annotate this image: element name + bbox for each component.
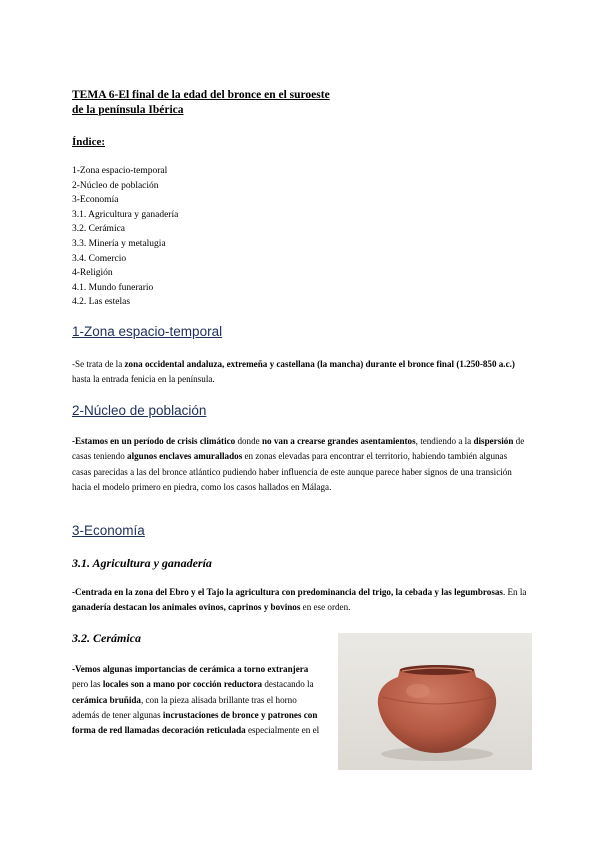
toc-item: 3.1. Agricultura y ganadería xyxy=(72,209,179,220)
text-run: pero las xyxy=(72,679,103,690)
text-run: donde xyxy=(235,436,262,446)
text-run: especialmente en el xyxy=(245,725,320,736)
toc-item: 4-Religión xyxy=(72,268,113,279)
ceramic-bowl-photo xyxy=(338,633,532,770)
toc-item: 4.1. Mundo funerario xyxy=(72,282,154,293)
bold-run: ganadería destacan los animales ovinos, caprinos y bovinos xyxy=(72,602,301,613)
bold-run: -Centrada en la zona del Ebro y el Tajo la agricultura con predominancia del trigo, la cebada y las legumbrosas xyxy=(72,587,503,597)
ceramic-bowl-illustration xyxy=(338,633,532,770)
heading-economia: 3-Economía xyxy=(72,523,145,538)
toc-item: 2-Núcleo de población xyxy=(72,180,159,191)
bold-run: cerámica bruñida xyxy=(72,694,141,705)
text-run: de casas teniendo xyxy=(72,436,525,462)
page-title xyxy=(72,88,330,118)
bold-run: no van a crearse grandes asentamientos xyxy=(261,436,416,446)
text-run: hasta la entrada fenicia en la península. xyxy=(72,374,215,385)
text-run: , tendiendo a la xyxy=(415,436,474,446)
heading-nucleo-poblacion: 2-Núcleo de población xyxy=(72,403,207,418)
text-run: . En la xyxy=(502,587,527,597)
table-of-contents xyxy=(72,164,178,310)
paragraph-nucleo xyxy=(72,434,527,495)
title-line-1: TEMA 6-El final de la edad del bronce en el suroeste xyxy=(72,89,330,101)
bold-run: locales son a mano por cocción reductora xyxy=(102,679,263,690)
bold-run: incrustaciones de bronce y patrones con forma de red llamadas decoración reticulada xyxy=(72,709,318,736)
toc-item: 3-Economía xyxy=(72,195,119,206)
toc-item: 3.4. Comercio xyxy=(72,253,127,264)
bold-run: dispersión xyxy=(473,436,514,446)
text-run: destacando la xyxy=(262,679,314,690)
text-run: en ese orden. xyxy=(300,602,351,613)
bold-run: algunos enclaves amurallados xyxy=(127,451,243,462)
text-run: -Se trata de la xyxy=(72,359,125,369)
paragraph-agricultura xyxy=(72,585,527,616)
paragraph-zona xyxy=(72,357,527,388)
bold-run: -Vemos algunas importancias de cerámica a torno extranjera xyxy=(72,664,309,674)
toc-item: 3.3. Minería y metalugia xyxy=(72,238,166,249)
toc-item: 3.2. Cerámica xyxy=(72,224,126,235)
paragraph-ceramica xyxy=(72,662,322,738)
index-label: Índice: xyxy=(72,136,105,148)
text-run: en zonas elevadas para encontrar el territorio, habiendo también algunas casas parecidas a las del bronce atlántico pudiendo haber influencia de este aunque parece haber signos de una transición hacia el modelo primero en piedra, como los casos hallados en Málaga. xyxy=(72,451,512,492)
text-run: , con la pieza alisada brillante tras el horno además de tener algunas xyxy=(72,694,297,720)
toc-item: 4.2. Las estelas xyxy=(72,297,131,308)
bold-run: -Estamos en un período de crisis climático xyxy=(72,436,236,446)
heading-zona-espacio-temporal: 1-Zona espacio-temporal xyxy=(72,324,223,339)
heading-ceramica: 3.2. Cerámica xyxy=(72,631,141,645)
bold-run: zona occidental andaluza, extremeña y castellana (la mancha) durante el bronce final (1.250-850 a.c.) xyxy=(124,359,515,369)
heading-agricultura-ganaderia: 3.1. Agricultura y ganadería xyxy=(72,556,212,570)
title-line-2: de la península Ibérica xyxy=(72,104,184,116)
toc-item: 1-Zona espacio-temporal xyxy=(72,166,168,176)
